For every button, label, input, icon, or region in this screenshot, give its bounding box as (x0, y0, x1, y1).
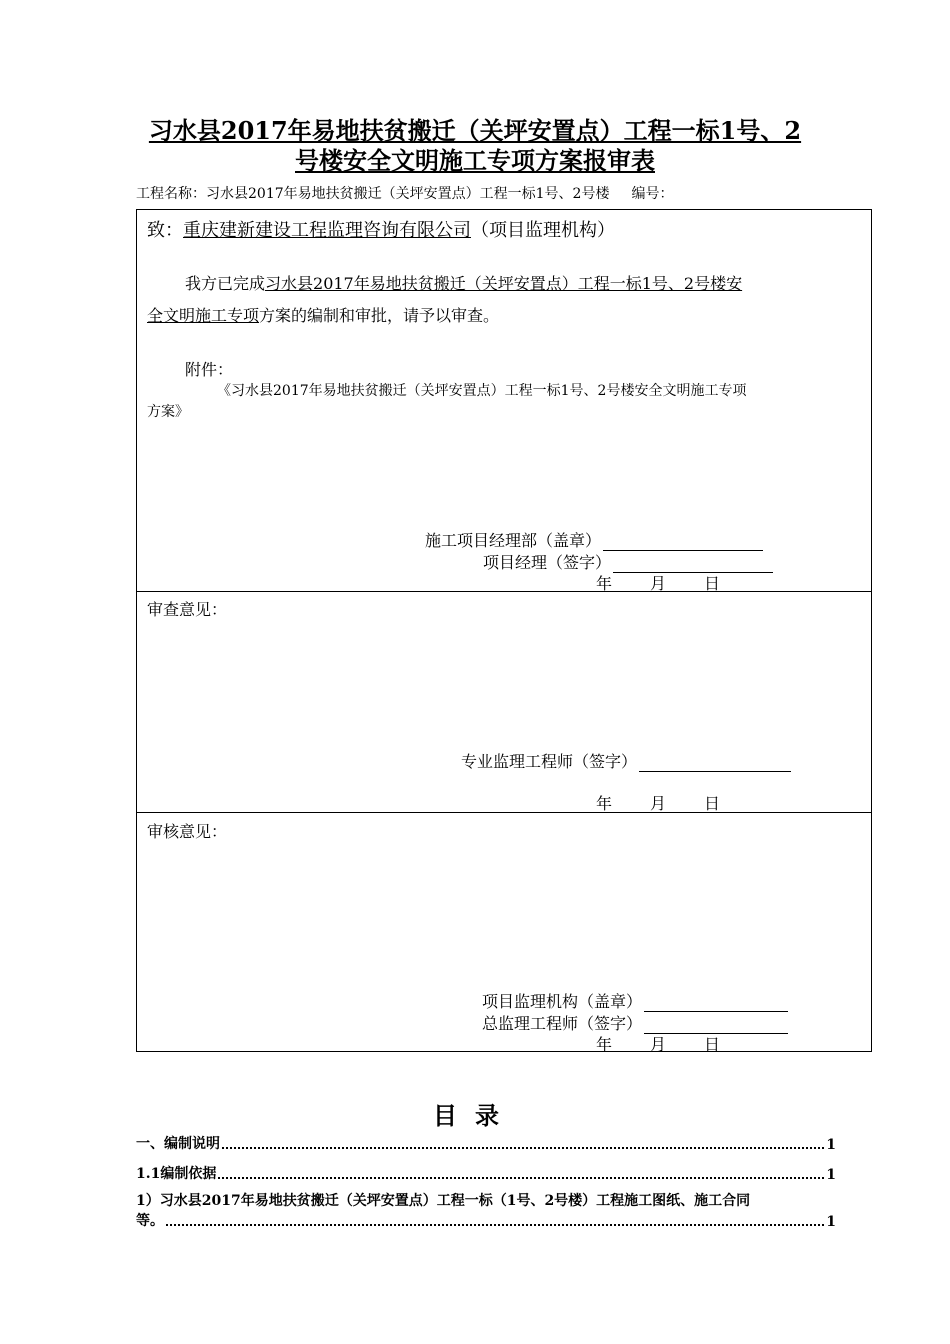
sig-supervision-org (482, 989, 788, 1012)
date-line-2 (596, 791, 720, 814)
number-label: 编号： (631, 186, 674, 202)
sig-chief-engineer (482, 1011, 788, 1034)
toc-page-number: 1 (826, 1137, 836, 1153)
approval-opinion-label: 审核意见： (147, 822, 228, 841)
sig-specialist-engineer (461, 749, 791, 772)
plan-name-part-2: 全文明施工专项 (147, 306, 260, 325)
sig-org-line[interactable] (644, 997, 788, 1012)
toc-leader (218, 1177, 824, 1179)
document-title-line-1: 习水县2017年易地扶贫搬迁（关坪安置点）工程一标1号、2 (148, 116, 802, 145)
project-name-line (136, 183, 673, 203)
toc-leader (222, 1147, 824, 1149)
toc-entry-text: 1）习水县2017年易地扶贫搬迁（关坪安置点）工程一标（1号、2号楼）工程施工图纸、施工合同 (136, 1193, 751, 1209)
sig-engineer-label: 专业监理工程师（签字） (461, 752, 638, 771)
sig-engineer-line[interactable] (639, 757, 791, 772)
plan-name-part-1: 习水县2017年易地扶贫搬迁（关坪安置点）工程一标1号、2号楼安 (265, 274, 743, 293)
toc-entry[interactable] (136, 1163, 836, 1183)
body-suffix: 方案的编制和审批，请予以审查。 (259, 306, 500, 325)
date-month: 月 (650, 574, 667, 593)
sig-manager-label: 项目经理（签字） (483, 553, 612, 572)
addressee-line (147, 216, 615, 242)
toc-entry[interactable] (136, 1190, 836, 1230)
date-year: 年 (596, 574, 613, 593)
toc-entry[interactable] (136, 1133, 836, 1153)
body-line-2 (147, 303, 499, 326)
toc-page-number: 1 (826, 1167, 836, 1183)
date-day: 日 (704, 794, 721, 813)
toc-entry-text: 1.1编制依据 (136, 1166, 217, 1182)
body-prefix: 我方已完成 (185, 274, 266, 293)
toc-entry-text-cont: 等。 (136, 1213, 164, 1229)
sig-dept-line[interactable] (603, 536, 763, 551)
date-day: 日 (704, 574, 721, 593)
supervisor-company: 重庆建新建设工程监理咨询有限公司 (183, 220, 471, 241)
toc-entry-text: 一、编制说明 (136, 1136, 220, 1152)
review-section (136, 591, 872, 813)
attachment-line-2: 方案》 (147, 404, 189, 420)
submission-section (136, 209, 872, 592)
toc-page-number: 1 (826, 1214, 836, 1230)
sig-dept-label: 施工项目经理部（盖章） (425, 531, 602, 550)
date-month: 月 (650, 794, 667, 813)
date-day: 日 (704, 1035, 721, 1054)
attachment-line-1: 《习水县2017年易地扶贫搬迁（关坪安置点）工程一标1号、2号楼安全文明施工专项 (217, 383, 747, 399)
document-title-line-2: 号楼安全文明施工专项方案报审表 (295, 146, 655, 175)
sig-chief-label: 总监理工程师（签字） (482, 1014, 643, 1033)
attachment-label: 附件： (185, 360, 234, 379)
toc-title: 目录 (433, 1101, 517, 1130)
toc-leader (166, 1224, 824, 1226)
sig-construction-dept (425, 528, 763, 551)
project-name: 工程名称：习水县2017年易地扶贫搬迁（关坪安置点）工程一标1号、2号楼 (136, 186, 610, 202)
body-line-1 (185, 271, 742, 294)
date-line-3 (596, 1032, 720, 1055)
date-year: 年 (596, 794, 613, 813)
to-prefix: 致： (147, 220, 183, 241)
sig-project-manager (483, 550, 773, 573)
approval-section (136, 812, 872, 1052)
date-year: 年 (596, 1035, 613, 1054)
sig-org-label: 项目监理机构（盖章） (482, 992, 643, 1011)
review-opinion-label: 审查意见： (147, 600, 228, 619)
to-suffix: （项目监理机构） (471, 220, 615, 241)
date-month: 月 (650, 1035, 667, 1054)
